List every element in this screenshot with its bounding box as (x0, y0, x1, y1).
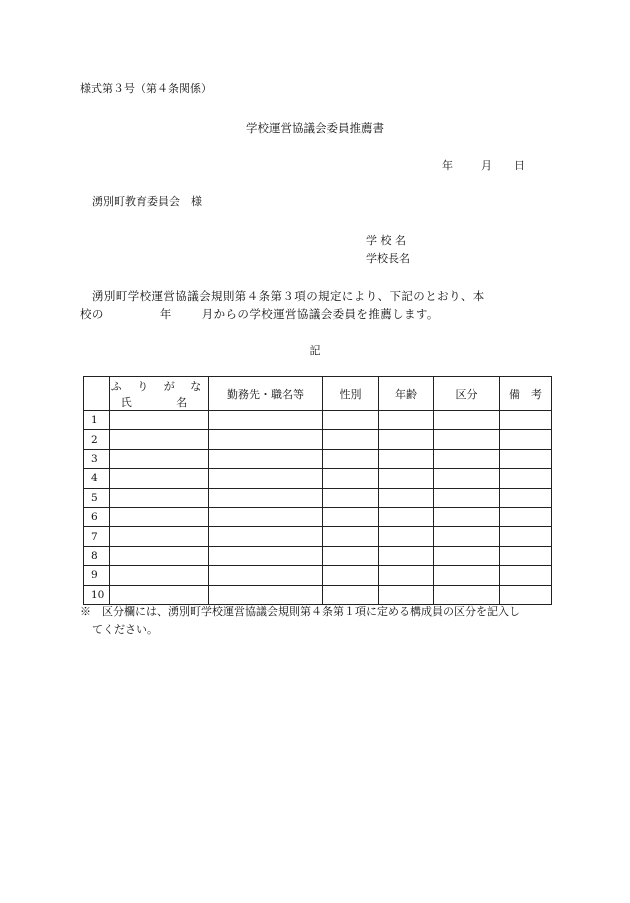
workplace-cell[interactable] (209, 546, 323, 565)
remarks-cell[interactable] (500, 488, 552, 507)
category-cell[interactable] (434, 527, 500, 546)
category-cell[interactable] (434, 469, 500, 488)
addressee: 湧別町教育委員会 様 (92, 195, 202, 208)
workplace-cell[interactable] (209, 527, 323, 546)
date-year: 年 (442, 159, 453, 172)
remarks-cell[interactable] (500, 411, 552, 430)
category-cell[interactable] (434, 507, 500, 526)
header-furigana-name (110, 377, 209, 411)
name-cell[interactable] (110, 488, 209, 507)
principal-name-label: 学校長名 (366, 252, 410, 265)
date-month: 月 (481, 159, 492, 172)
row-number: 1 (84, 411, 110, 430)
age-cell[interactable] (379, 507, 434, 526)
gender-cell[interactable] (323, 488, 379, 507)
row-number: 4 (84, 469, 110, 488)
header-remarks: 備 考 (500, 377, 552, 411)
row-number: 6 (84, 507, 110, 526)
table-row (84, 585, 552, 604)
table-header-row (84, 377, 552, 411)
recommendation-table (83, 376, 552, 605)
table-row (84, 546, 552, 565)
age-cell[interactable] (379, 411, 434, 430)
workplace-cell[interactable] (209, 507, 323, 526)
body-line-2-start: 校の (80, 307, 104, 321)
table-row (84, 507, 552, 526)
name-cell[interactable] (110, 566, 209, 585)
body-line-1: 湧別町学校運営協議会規則第４条第３項の規定により、下記のとおり、本 (92, 289, 485, 303)
row-number: 2 (84, 430, 110, 449)
gender-cell[interactable] (323, 566, 379, 585)
header-gender: 性別 (323, 377, 379, 411)
header-number (84, 377, 110, 411)
table-row (84, 449, 552, 468)
table-row (84, 430, 552, 449)
name-cell[interactable] (110, 411, 209, 430)
age-cell[interactable] (379, 488, 434, 507)
gender-cell[interactable] (323, 527, 379, 546)
name-cell[interactable] (110, 469, 209, 488)
remarks-cell[interactable] (500, 527, 552, 546)
row-number: 10 (84, 585, 110, 604)
category-cell[interactable] (434, 430, 500, 449)
name-cell[interactable] (110, 527, 209, 546)
document-title: 学校運営協議会委員推薦書 (246, 121, 384, 135)
name-cell[interactable] (110, 546, 209, 565)
body-line-2-year: 年 (159, 307, 172, 321)
header-age: 年齢 (379, 377, 434, 411)
body-line-2-end: 月からの学校運営協議会委員を推薦します。 (201, 307, 439, 321)
category-cell[interactable] (434, 585, 500, 604)
workplace-cell[interactable] (209, 449, 323, 468)
gender-cell[interactable] (323, 507, 379, 526)
workplace-cell[interactable] (209, 469, 323, 488)
row-number: 7 (84, 527, 110, 546)
header-workplace: 勤務先・職名等 (209, 377, 323, 411)
workplace-cell[interactable] (209, 411, 323, 430)
note (80, 603, 555, 639)
gender-cell[interactable] (323, 546, 379, 565)
name-cell[interactable] (110, 449, 209, 468)
category-cell[interactable] (434, 488, 500, 507)
school-name-label: 学 校 名 (366, 234, 406, 247)
header-name: 氏 名 (120, 395, 198, 409)
note-line-1: ※ 区分欄には、湧別町学校運営協議会規則第４条第１項に定める構成員の区分を記入し (80, 605, 520, 618)
form-number: 様式第３号（第４条関係） (80, 82, 212, 95)
category-cell[interactable] (434, 546, 500, 565)
age-cell[interactable] (379, 527, 434, 546)
age-cell[interactable] (379, 449, 434, 468)
table-row (84, 527, 552, 546)
gender-cell[interactable] (323, 430, 379, 449)
category-cell[interactable] (434, 411, 500, 430)
date-day: 日 (514, 159, 525, 172)
note-line-2: てください。 (92, 623, 158, 636)
row-number: 8 (84, 546, 110, 565)
row-number: 5 (84, 488, 110, 507)
gender-cell[interactable] (323, 469, 379, 488)
row-number: 3 (84, 449, 110, 468)
table-row (84, 566, 552, 585)
age-cell[interactable] (379, 585, 434, 604)
gender-cell[interactable] (323, 585, 379, 604)
remarks-cell[interactable] (500, 507, 552, 526)
age-cell[interactable] (379, 566, 434, 585)
workplace-cell[interactable] (209, 566, 323, 585)
remarks-cell[interactable] (500, 566, 552, 585)
header-category: 区分 (434, 377, 500, 411)
age-cell[interactable] (379, 546, 434, 565)
category-cell[interactable] (434, 449, 500, 468)
remarks-cell[interactable] (500, 585, 552, 604)
gender-cell[interactable] (323, 411, 379, 430)
gender-cell[interactable] (323, 449, 379, 468)
body-paragraph (80, 287, 550, 323)
age-cell[interactable] (379, 469, 434, 488)
table-row (84, 411, 552, 430)
name-cell[interactable] (110, 585, 209, 604)
remarks-cell[interactable] (500, 469, 552, 488)
body-line-2 (80, 305, 550, 323)
workplace-cell[interactable] (209, 585, 323, 604)
row-number: 9 (84, 566, 110, 585)
ki-label: 記 (309, 344, 321, 357)
remarks-cell[interactable] (500, 430, 552, 449)
table-row (84, 488, 552, 507)
header-furigana: ふ り が な (110, 379, 208, 393)
category-cell[interactable] (434, 566, 500, 585)
workplace-cell[interactable] (209, 430, 323, 449)
workplace-cell[interactable] (209, 488, 323, 507)
name-cell[interactable] (110, 430, 209, 449)
remarks-cell[interactable] (500, 546, 552, 565)
date-line (442, 157, 525, 173)
remarks-cell[interactable] (500, 449, 552, 468)
name-cell[interactable] (110, 507, 209, 526)
age-cell[interactable] (379, 430, 434, 449)
table-row (84, 469, 552, 488)
